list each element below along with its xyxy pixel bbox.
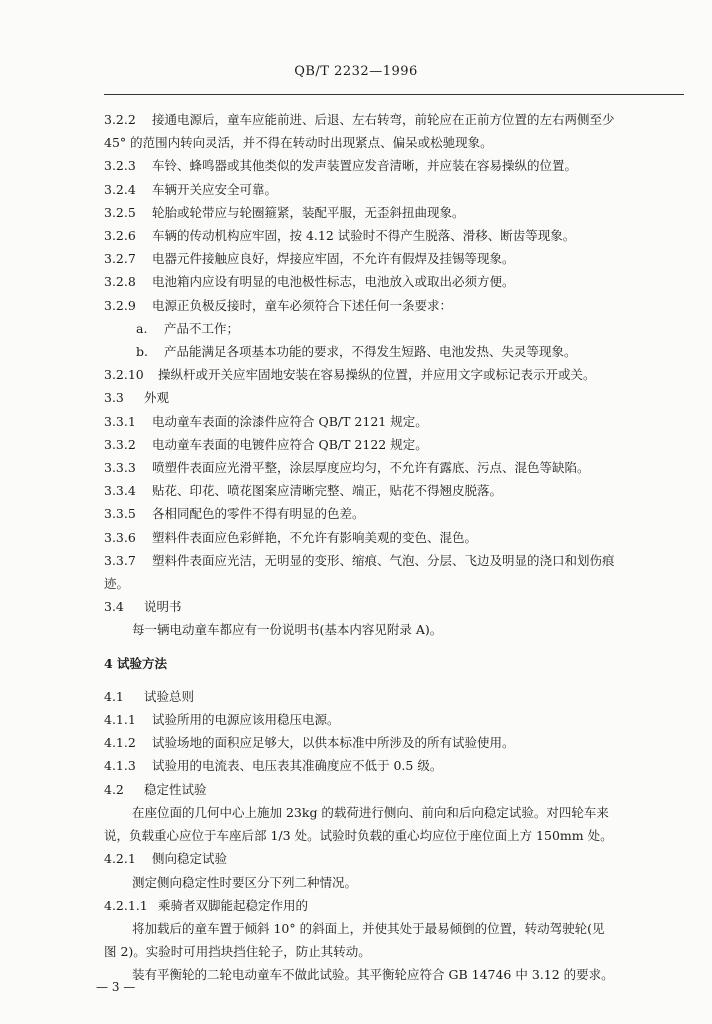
clause-line [104, 201, 684, 224]
clause-text: 贴花、印花、喷花图案应清晰完整、端正，贴花不得翘皮脱落。 [152, 483, 503, 499]
clause-number: 3.2.10 [104, 367, 144, 383]
clause-line [104, 433, 684, 456]
clause-text: 操纵杆或开关应牢固地安装在容易操纵的位置，并应用文字或标记表示开或关。 [158, 367, 596, 383]
clause-number: 4.1 [104, 688, 124, 704]
clause-line [104, 410, 684, 433]
clause-number: 4.1.1 [104, 712, 136, 728]
clause-number: 3.2.7 [104, 251, 136, 267]
clause-text: 乘骑者双脚能起稳定作用的 [158, 897, 309, 913]
paragraph-continuation: 迹。 [104, 576, 130, 592]
clause-line [104, 685, 684, 708]
clause-number: 3.3.7 [104, 552, 136, 568]
page-number: — 3 — [96, 980, 136, 994]
clause-line [104, 224, 684, 247]
clause-text: 说明书 [144, 599, 182, 615]
clause-number: 3.2.3 [104, 158, 136, 174]
clause-text: 轮胎或轮带应与轮圈箍紧，装配平服，无歪斜扭曲现象。 [152, 204, 465, 220]
clause-line [104, 479, 684, 502]
clause-number: 3.3.1 [104, 413, 136, 429]
section-gap [104, 675, 684, 685]
clause-number: 3.2.5 [104, 204, 136, 220]
clause-text: 试验场地的面积应足够大，以供本标准中所涉及的所有试验使用。 [152, 735, 515, 751]
clause-number: 3.3.3 [104, 460, 136, 476]
clause-number: 3.3 [104, 390, 124, 406]
clause-line [104, 386, 684, 409]
clause-line [104, 894, 684, 917]
clause-line [104, 108, 684, 131]
list-item [104, 317, 684, 340]
clause-number: 3.3.6 [104, 529, 136, 545]
clause-line [104, 456, 684, 479]
clause-number: 4.2.1 [104, 851, 136, 867]
clause-number: 4.2.1.1 [104, 897, 148, 913]
clause-line [104, 294, 684, 317]
clause-number: 3.4 [104, 599, 124, 615]
clause-number: 3.3.2 [104, 436, 136, 452]
clause-line [104, 178, 684, 201]
paragraph-line: 将加载后的童车置于倾斜 10° 的斜面上，并使其处于最易倾倒的位置，转动驾驶轮(见 [132, 920, 605, 936]
clause-text: 电动童车表面的涂漆件应符合 QB/T 2121 规定。 [152, 413, 428, 429]
clause-text: 稳定性试验 [144, 781, 207, 797]
list-item-text: 产品不工作； [164, 320, 240, 336]
clause-line [104, 847, 684, 870]
clause-number: 3.2.8 [104, 274, 136, 290]
clause-text: 试验总则 [144, 688, 195, 704]
section-heading: 4 试验方法 [104, 655, 168, 671]
paragraph-continuation: 说，负载重心应位于车座后部 1/3 处。试验时负载的重心均应位于座位面上方 150mm 处。 [104, 828, 613, 844]
clause-text: 车辆开关应安全可靠。 [152, 181, 278, 197]
clause-text: 车铃、蜂鸣器或其他类似的发声装置应发音清晰，并应装在容易操纵的位置。 [152, 158, 578, 174]
clause-number: 3.3.4 [104, 483, 136, 499]
clause-number: 3.2.6 [104, 228, 136, 244]
clause-line [104, 363, 684, 386]
clause-line [104, 247, 684, 270]
paragraph-line: 装有平衡轮的二轮电动童车不做此试验。其平衡轮应符合 GB 14746 中 3.12 的要求。 [132, 967, 614, 983]
list-item-label: a. [136, 320, 148, 336]
clause-number: 3.2.4 [104, 181, 136, 197]
clause-line [104, 595, 684, 618]
clause-text: 外观 [144, 390, 170, 406]
clause-line [104, 731, 684, 754]
clause-line [104, 131, 684, 154]
clause-number: 3.3.5 [104, 506, 136, 522]
clause-text: 各相同配色的零件不得有明显的色差。 [152, 506, 365, 522]
clause-line [104, 708, 684, 731]
clause-text: 电源正负极反接时，童车必须符合下述任何一条要求： [152, 297, 453, 313]
paragraph-line: 测定侧向稳定性时要区分下列二种情况。 [132, 874, 358, 890]
clause-text: 试验所用的电源应该用稳压电源。 [152, 712, 340, 728]
clause-text: 喷塑件表面应光滑平整，涂层厚度应均匀，不允许有露底、污点、混色等缺陷。 [152, 460, 590, 476]
section-gap [104, 642, 684, 652]
document-body [104, 108, 684, 987]
clause-text: 45° 的范围内转向灵活，并不得在转动时出现紧点、偏呆或松驰现象。 [104, 135, 493, 151]
clause-line [104, 154, 684, 177]
clause-text: 电动童车表面的电镀件应符合 QB/T 2122 规定。 [152, 436, 428, 452]
clause-text: 试验用的电流表、电压表其准确度应不低于 0.5 级。 [152, 758, 443, 774]
clause-line [104, 502, 684, 525]
clause-text: 侧向稳定试验 [152, 851, 228, 867]
clause-text: 电器元件接触应良好，焊接应牢固，不允许有假焊及挂锡等现象。 [152, 251, 515, 267]
paragraph-line: 在座位面的几何中心上施加 23kg 的载荷进行侧向、前向和后向稳定试验。对四轮车来 [132, 804, 609, 820]
clause-line [104, 754, 684, 777]
clause-line [104, 778, 684, 801]
clause-line [104, 549, 684, 572]
clause-number: 4.2 [104, 781, 124, 797]
page-header: QB/T 2232—1996 [294, 64, 418, 79]
list-item-text: 产品能满足各项基本功能的要求，不得发生短路、电池发热、失灵等现象。 [164, 344, 577, 360]
clause-line [104, 526, 684, 549]
list-item-label: b. [136, 344, 148, 360]
clause-text: 电池箱内应设有明显的电池极性标志，电池放入或取出必须方便。 [152, 274, 515, 290]
paragraph-continuation: 图 2)。实验时可用挡块挡住轮子，防止其转动。 [104, 944, 371, 960]
clause-line [104, 270, 684, 293]
clause-text: 塑料件表面应色彩鲜艳，不允许有影响美观的变色、混色。 [152, 529, 478, 545]
clause-number: 4.1.3 [104, 758, 136, 774]
clause-text: 车辆的传动机构应牢固，按 4.12 试验时不得产生脱落、滑移、断齿等现象。 [152, 228, 576, 244]
clause-text: 接通电源后，童车应能前进、后退、左右转弯，前轮应在正前方位置的左右两侧至少 [152, 112, 615, 127]
clause-text: 塑料件表面应光洁，无明显的变形、缩痕、气泡、分层、飞边及明显的浇口和划伤痕 [152, 552, 615, 568]
clause-number: 4.1.2 [104, 735, 136, 751]
clause-number: 3.2.2 [104, 112, 136, 127]
clause-number: 3.2.9 [104, 297, 136, 313]
paragraph-line: 每一辆电动童车都应有一份说明书(基本内容见附录 A)。 [132, 622, 443, 638]
header-rule [104, 94, 684, 95]
list-item [104, 340, 684, 363]
